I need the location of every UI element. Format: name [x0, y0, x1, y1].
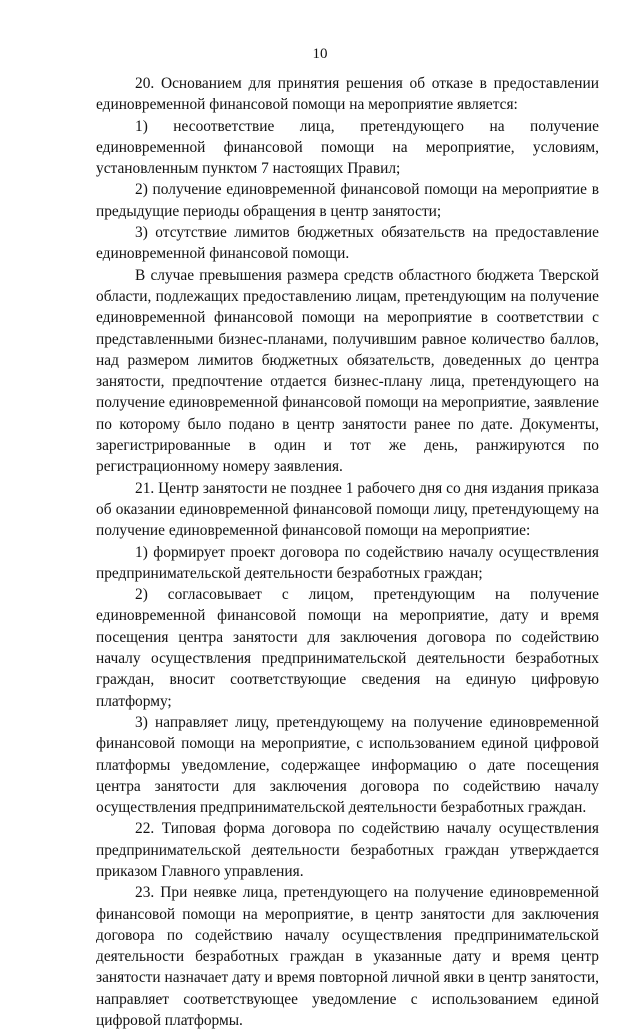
- page-number: 10: [312, 46, 328, 62]
- paragraph-20: 20. Основанием для принятия решения об отказе в предоставлении единовременной финансовой помощи на мероприятие является:: [96, 75, 599, 114]
- paragraph-23: 23. При неявке лица, претендующего на получение единовременной финансовой помощи на мероприятие, в центр занятости для заключения договора по содействию началу осуществления предпринимательской деятельности безработных граждан в указанные дату и время центр занятости назначает дату и время повторной личной явки в центр занятости, направляет соответствующее уведомление с использованием единой цифровой платформы.: [96, 884, 599, 1030]
- document-body: [96, 73, 599, 1031]
- paragraph-21-item-2: 2) согласовывает с лицом, претендующим на получение единовременной финансовой помощи на мероприятие, дату и время посещения центра занятости для заключения договора по содействию началу осуществления предпринимательской деятельности безработных граждан, вносит соответствующие сведения на единую цифровую платформу;: [96, 586, 599, 710]
- paragraph-20-exceeding-budget: В случае превышения размера средств областного бюджета Тверской области, подлежащих предоставлению лицам, претендующим на получение единовременной финансовой помощи на мероприятие в соответствии с представленными бизнес-планами, получившим равное количество баллов, над размером лимитов бюджетных обязательств, доведенных до центра занятости, предпочтение отдается бизнес-плану лица, претендующего на получение единовременной финансовой помощи на мероприятие, заявление по которому было подано в центр занятости ранее по дате. Документы, зарегистрированные в один и тот же день, ранжируются по регистрационному номеру заявления.: [96, 266, 599, 476]
- paragraph-20-item-3: 3) отсутствие лимитов бюджетных обязательств на предоставление единовременной финансовой помощи.: [96, 224, 599, 263]
- paragraph-21: 21. Центр занятости не позднее 1 рабочего дня со дня издания приказа об оказании единовременной финансовой помощи лицу, претендующему на получение единовременной финансовой помощи на мероприятие:: [96, 479, 599, 540]
- paragraph-20-item-1: 1) несоответствие лица, претендующего на получение единовременной финансовой помощи на мероприятие, условиям, установленным пунктом 7 настоящих Правил;: [96, 117, 599, 178]
- paragraph-21-item-3: 3) направляет лицу, претендующему на получение единовременной финансовой помощи на мероприятие, с использованием единой цифровой платформы уведомление, содержащее информацию о дате посещения центра занятости для заключения договора по содействию началу осуществления предпринимательской деятельности безработных граждан.: [96, 713, 599, 817]
- paragraph-20-item-2: 2) получение единовременной финансовой помощи на мероприятие в предыдущие периоды обращения в центр занятости;: [96, 181, 599, 220]
- paragraph-22: 22. Типовая форма договора по содействию началу осуществления предпринимательской деятельности безработных граждан утверждается приказом Главного управления.: [96, 820, 599, 880]
- paragraph-21-item-1: 1) формирует проект договора по содействию началу осуществления предпринимательской деятельности безработных граждан;: [96, 543, 599, 582]
